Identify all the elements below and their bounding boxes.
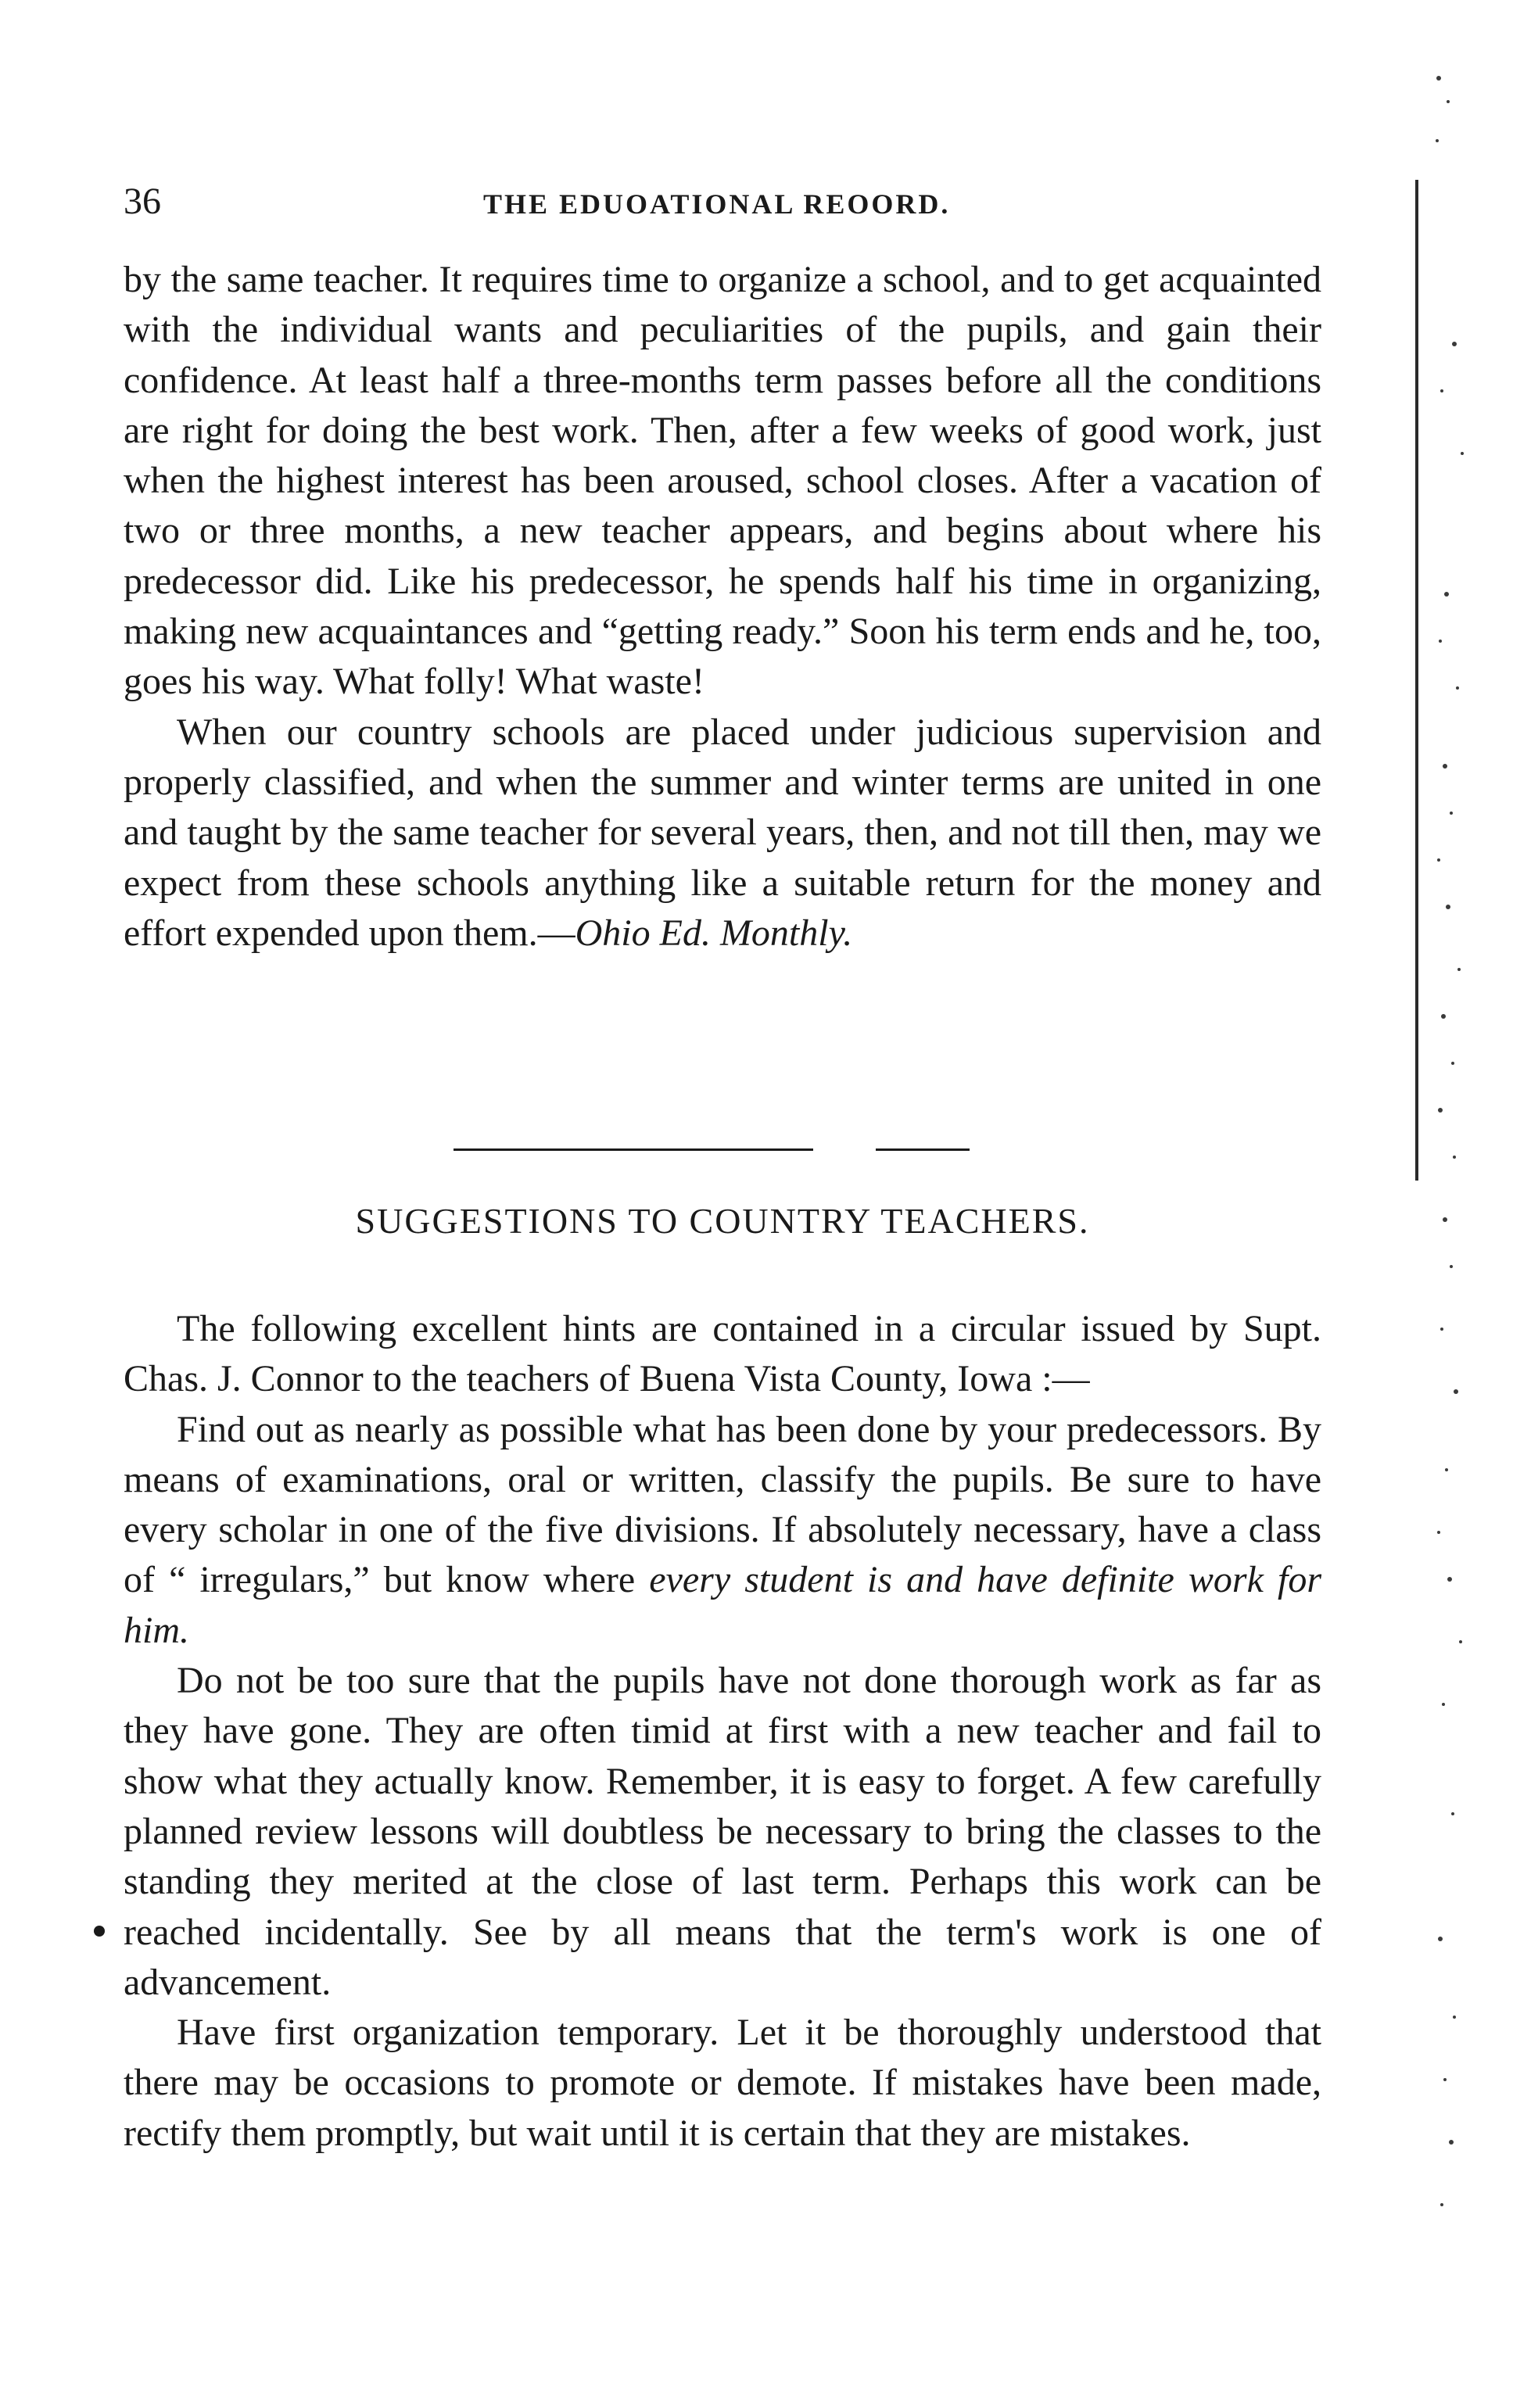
- binding-edge-line: [1415, 180, 1418, 1181]
- journal-title: THE EDUOATIONAL REOORD.: [483, 188, 951, 220]
- paragraph-continuation: by the same teacher. It requires time to organize a school, and to get acquainted with the individual wants and peculiarities of the pupils, and gain their confidence. At least half a three-months term passes before all the conditions are right for doing the best work. Then, after a few weeks of good work, just when the highest interest has been aroused, school closes. After a vacation of two or three months, a new teacher appears, and begins about where his predecessor did. Like his predecessor, he spends half his time in organizing, making new acquaintances and “getting ready.” Soon his term ends and he, too, goes his way. What folly! What waste!: [124, 259, 1321, 703]
- page-number: 36: [124, 181, 161, 222]
- emphasized-text: every student is and have definite work for him.: [124, 1559, 1321, 1651]
- previous-article-ending: [124, 255, 1321, 959]
- paragraph-closing: [124, 708, 1321, 959]
- margin-ink-dot: [94, 1926, 105, 1937]
- paragraph-text: Find out as nearly as possible what has been done by your predecessors. By means of examinations, oral or written, classify the pupils. Be sure to have every scholar in one of the five divisions. If absolutely necessary, have a class of “ irregulars,” but know where: [124, 1408, 1321, 1601]
- section-heading: SUGGESTIONS TO COUNTRY TEACHERS.: [355, 1201, 1090, 1241]
- section-intro: The following excellent hints are contained in a circular issued by Supt. Chas. J. Connor to the teachers of Buena Vista County, Iowa :—: [124, 1308, 1321, 1400]
- section-divider: [454, 1148, 813, 1151]
- paragraph-do-not-be-too-sure: Do not be too sure that the pupils have not done thorough work as far as they have gone. They are often timid at first with a new teacher and fail to show what they actually know. Remember, it is easy to forget. A few carefully planned review lessons will doubtless be necessary to bring the classes to the standing they merited at the close of last term. Perhaps this work can be reached incidentally. See by all means that the term's work is one of advancement.: [124, 1660, 1321, 2003]
- running-head: [124, 178, 1359, 225]
- closing-text: When our country schools are placed under judicious supervision and properly classified, and when the summer and winter terms are united in one and taught by the same teacher for several years, then, and not till then, may we expect from these schools anything like a suitable return for the money and effort expended upon them.—: [124, 711, 1321, 954]
- source-citation: Ohio Ed. Monthly.: [575, 912, 853, 954]
- paragraph-first-organization: Have first organization temporary. Let it be thoroughly understood that there may be occasions to promote or demote. If mistakes have been made, rectify them promptly, but wait until it is certain that they are mistakes.: [124, 2012, 1321, 2154]
- section-divider-short: [876, 1148, 970, 1151]
- section-body: [124, 1304, 1321, 2159]
- paragraph-find-out: [124, 1405, 1321, 1656]
- binding-edge-specks: [1431, 47, 1501, 2314]
